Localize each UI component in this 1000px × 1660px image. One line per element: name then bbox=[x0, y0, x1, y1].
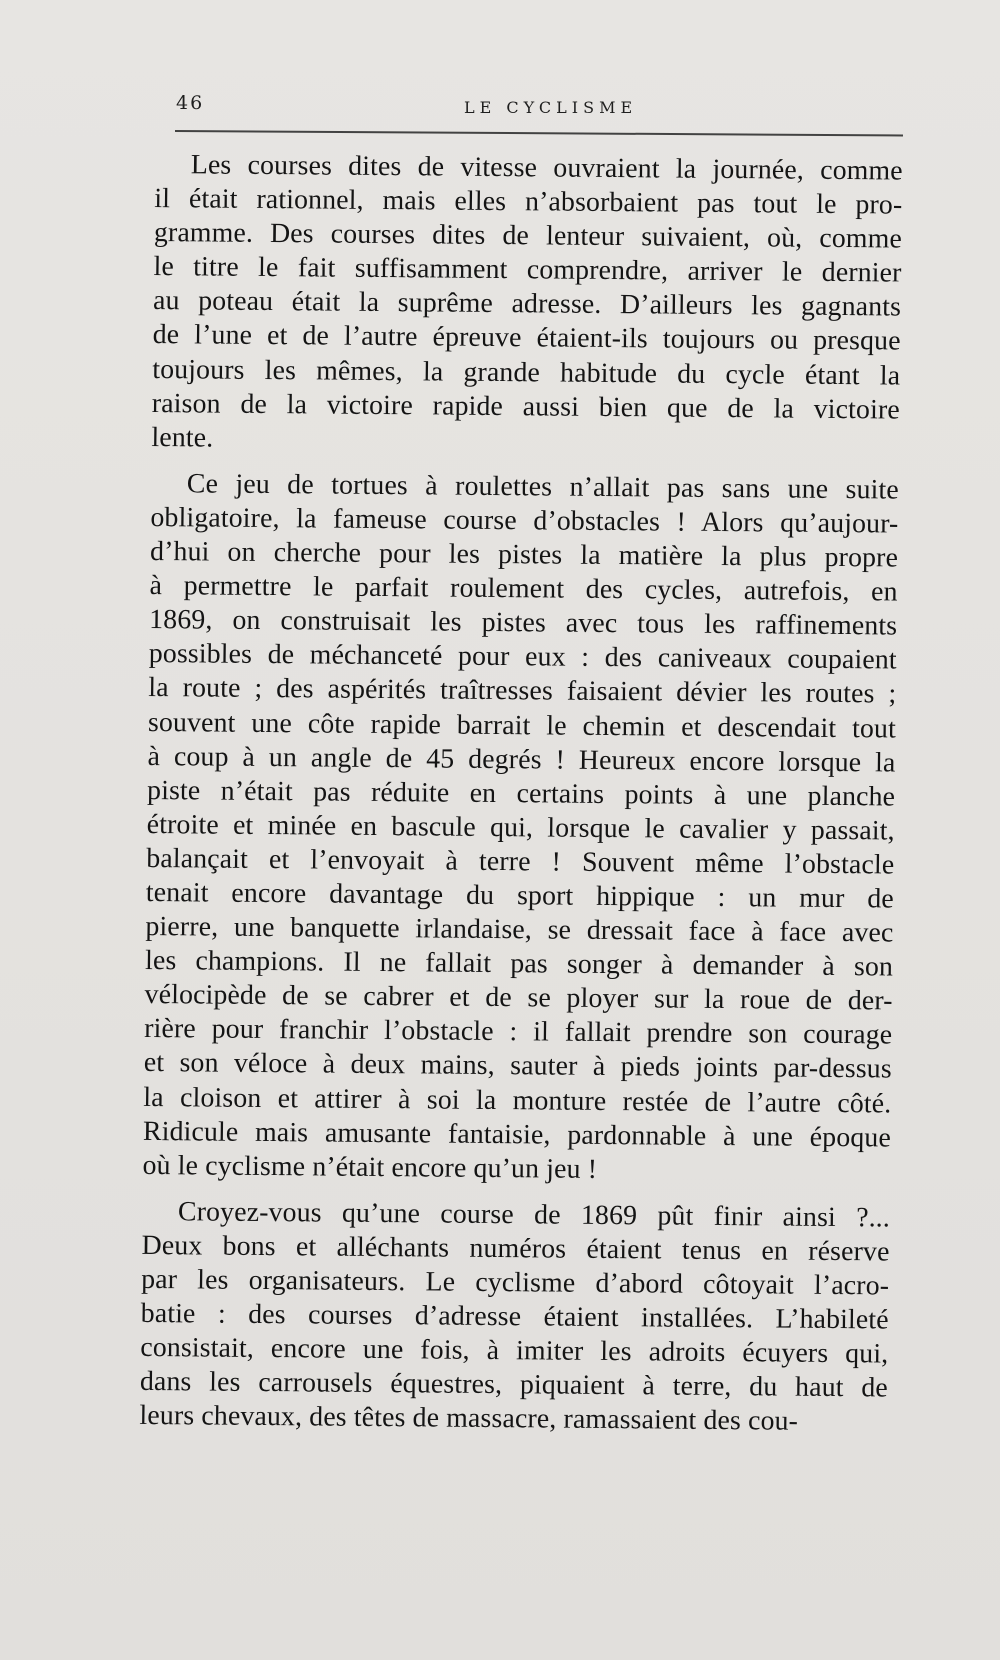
text-line: gramme. Des courses dites de lenteur suivaient, où, comme bbox=[153, 217, 903, 255]
text-line: le titre le fait suffisamment comprendre, arriver le dernier bbox=[153, 251, 902, 289]
text-line: de l’une et de l’autre épreuve étaient-ils toujours ou presque bbox=[152, 319, 901, 357]
header-rule bbox=[175, 130, 903, 136]
text-line: Croyez-vous qu’une course de 1869 pût finir ainsi ?... bbox=[177, 1196, 891, 1234]
paragraph bbox=[142, 467, 899, 1189]
text-line: par les organisateurs. Le cyclisme d’abord côtoyait l’acro- bbox=[140, 1263, 890, 1302]
text-line: Ridicule mais amusante fantaisie, pardonnable à une époque bbox=[142, 1115, 892, 1154]
text-line: la route ; des aspérités traîtresses faisaient dévier les routes ; bbox=[148, 672, 897, 710]
text-line: Ce jeu de tortues à roulettes n’allait pas sans une suite bbox=[186, 468, 900, 506]
text-line: obligatoire, la fameuse course d’obstacles ! Alors qu’aujour- bbox=[150, 501, 899, 540]
text-line: les champions. Il ne fallait pas songer à demander à son bbox=[144, 945, 894, 983]
text-line: toujours les mêmes, la grande habitude du cycle étant la bbox=[152, 353, 901, 392]
text-line: consistait, encore une fois, à imiter les adroits écuyers qui, bbox=[140, 1332, 889, 1370]
page-number: 46 bbox=[176, 92, 205, 114]
body-text bbox=[139, 148, 903, 1440]
text-line: possibles de méchanceté pour eux : des caniveaux coupaient bbox=[148, 638, 897, 676]
text-line: d’hui on cherche pour les pistes la matière la plus propre bbox=[149, 536, 899, 574]
text-line: dans les carrousels équestres, piquaient à terre, du haut de bbox=[139, 1366, 889, 1404]
text-line: au poteau était la suprême adresse. D’ailleurs les gagnants bbox=[152, 285, 902, 323]
text-line: Deux bons et alléchants numéros étaient tenus en réserve bbox=[141, 1229, 890, 1268]
running-title: LE CYCLISME bbox=[464, 98, 638, 117]
text-line: pierre, une banquette irlandaise, se dressait face à face avec bbox=[145, 911, 894, 949]
text-line: batie : des courses d’adresse étaient installées. L’habileté bbox=[140, 1298, 889, 1336]
text-line: il était rationnel, mais elles n’absorbaient pas tout le pro- bbox=[154, 183, 903, 221]
paragraph bbox=[139, 1195, 890, 1440]
text-line: Les courses dites de vitesse ouvraient la journée, comme bbox=[190, 149, 903, 187]
text-line: et son véloce à deux mains, sauter à pieds joints par-dessus bbox=[143, 1047, 892, 1085]
text-line: 1869, on construisait les pistes avec tous les raffinements bbox=[149, 604, 898, 642]
text-line: à coup à un angle de 45 degrés ! Heureux encore lorsque la bbox=[147, 740, 896, 779]
text-line: où le cyclisme n’était encore qu’un jeu ! bbox=[142, 1149, 598, 1185]
text-line: à permettre le parfait roulement des cycles, autrefois, en bbox=[149, 570, 898, 608]
running-head bbox=[176, 88, 901, 128]
text-line: souvent une côte rapide barrait le chemin et descendait tout bbox=[147, 706, 897, 744]
text-line: la cloison et attirer à soi la monture restée de l’autre côté. bbox=[143, 1081, 892, 1119]
text-line: leurs chevaux, des têtes de massacre, ramassaient des cou- bbox=[139, 1400, 799, 1438]
text-line: étroite et minée en bascule qui, lorsque le cavalier y passait, bbox=[146, 808, 895, 847]
text-line: balançait et l’envoyait à terre ! Souvent même l’obstacle bbox=[146, 842, 895, 881]
text-line: piste n’était pas réduite en certains points à une planche bbox=[146, 774, 896, 813]
paragraph bbox=[151, 148, 903, 461]
text-line: vélocipède de se cabrer et de se ployer sur la roue de der- bbox=[144, 979, 893, 1017]
text-line: lente. bbox=[151, 421, 214, 454]
text-line: rière pour franchir l’obstacle : il fallait prendre son courage bbox=[144, 1013, 893, 1051]
text-line: raison de la victoire rapide aussi bien que de la victoire bbox=[151, 387, 901, 426]
text-line: tenait encore davantage du sport hippique : un mur de bbox=[145, 876, 895, 915]
